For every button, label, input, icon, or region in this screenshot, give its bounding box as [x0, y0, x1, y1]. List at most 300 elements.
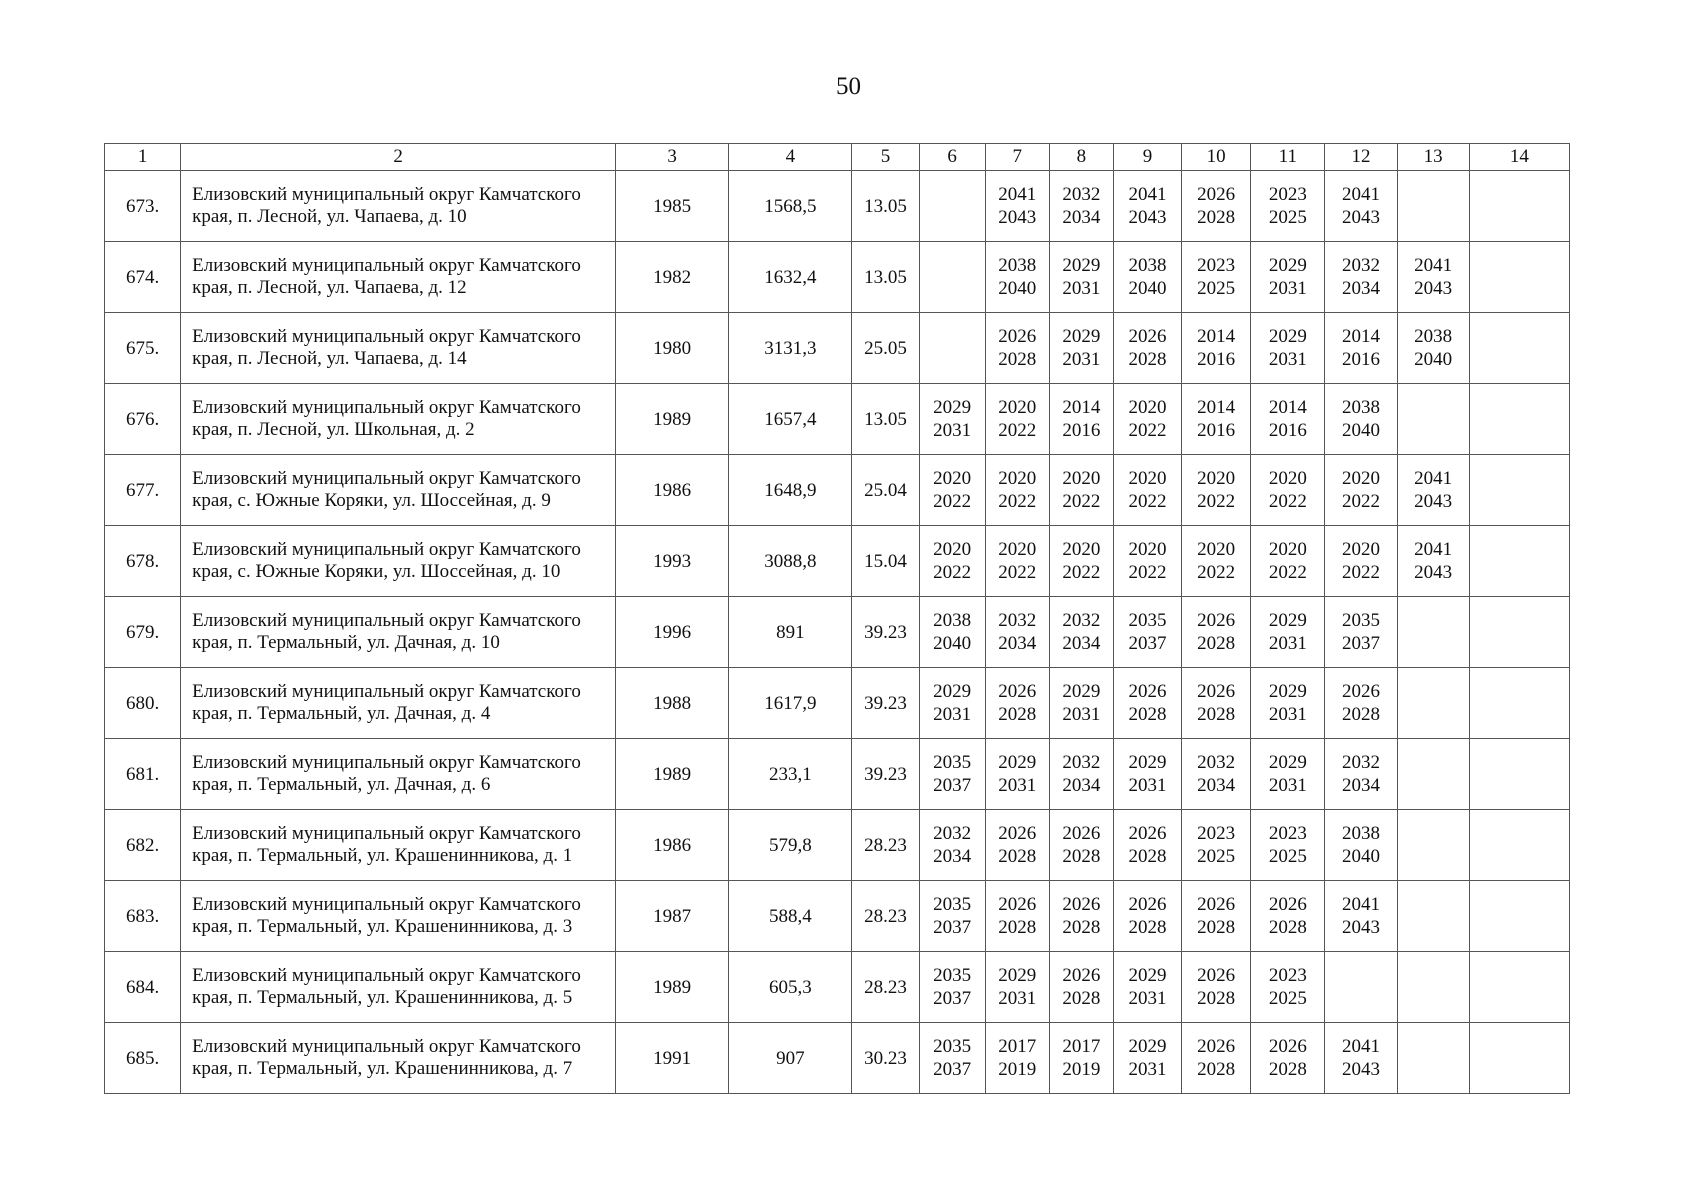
period-start-year: 2029	[1062, 680, 1101, 702]
period-end-year: 2031	[1128, 775, 1167, 796]
header-row	[105, 144, 1570, 171]
column-header-6: 6	[919, 144, 985, 171]
period-end-year: 2028	[998, 917, 1037, 938]
period-end-year: 2031	[1268, 704, 1307, 725]
period-start-year: 2038	[1341, 396, 1380, 418]
period-cell-col-11	[1251, 739, 1325, 810]
period-cell-col-14	[1469, 171, 1569, 242]
period-start-year: 2023	[1268, 822, 1307, 844]
period-cell-col-10	[1182, 1023, 1251, 1094]
period-cell-col-9	[1113, 668, 1181, 739]
period-start-year: 2023	[1197, 822, 1236, 844]
period-cell-col-7	[985, 739, 1049, 810]
construction-year-cell: 1993	[616, 526, 729, 597]
period-start-year: 2026	[1128, 893, 1167, 915]
period-start-year: 2026	[1062, 964, 1101, 986]
period-start-year: 2026	[1268, 893, 1307, 915]
period-cell-col-12	[1325, 313, 1397, 384]
period-cell-col-12	[1325, 668, 1397, 739]
period-start-year: 2026	[1128, 680, 1167, 702]
period-cell-col-13	[1397, 526, 1469, 597]
period-start-year: 2035	[933, 893, 972, 915]
table-header	[105, 144, 1570, 171]
construction-year-cell: 1986	[616, 810, 729, 881]
construction-year-cell: 1987	[616, 881, 729, 952]
period-cell-col-7	[985, 455, 1049, 526]
period-cell-col-11	[1251, 668, 1325, 739]
period-start-year: 2026	[1268, 1035, 1307, 1057]
area-cell: 3088,8	[729, 526, 852, 597]
address-cell: Елизовский муниципальный округ Камчатского края, п. Лесной, ул. Чапаева, д. 10	[181, 171, 616, 242]
period-start-year: 2020	[1341, 538, 1380, 560]
column-header-3: 3	[616, 144, 729, 171]
period-cell-col-13	[1397, 668, 1469, 739]
period-end-year: 2028	[998, 349, 1037, 370]
period-start-year: 2038	[1414, 325, 1453, 347]
period-end-year: 2034	[1062, 633, 1101, 654]
period-end-year: 2022	[1128, 420, 1167, 441]
row-number-cell: 682.	[105, 810, 181, 881]
period-end-year: 2034	[933, 846, 972, 867]
period-cell-col-10	[1182, 668, 1251, 739]
period-start-year: 2026	[1341, 680, 1380, 702]
period-end-year: 2028	[1062, 846, 1101, 867]
period-start-year: 2020	[1062, 538, 1101, 560]
period-end-year: 2025	[1268, 846, 1307, 867]
period-cell-col-12	[1325, 242, 1397, 313]
area-cell: 891	[729, 597, 852, 668]
period-start-year: 2026	[998, 893, 1037, 915]
period-cell-col-10	[1182, 171, 1251, 242]
period-end-year: 2040	[1341, 846, 1380, 867]
period-end-year: 2040	[998, 278, 1037, 299]
period-cell-col-8	[1049, 242, 1113, 313]
period-end-year: 2022	[1128, 491, 1167, 512]
period-end-year: 2022	[998, 420, 1037, 441]
period-start-year: 2020	[998, 396, 1037, 418]
period-end-year: 2028	[1128, 917, 1167, 938]
period-start-year: 2020	[1197, 538, 1236, 560]
period-end-year: 2028	[1197, 1059, 1236, 1080]
table-row	[105, 810, 1570, 881]
period-end-year: 2034	[1062, 207, 1101, 228]
period-start-year: 2029	[933, 396, 972, 418]
column-header-8: 8	[1049, 144, 1113, 171]
period-start-year: 2020	[1268, 538, 1307, 560]
period-cell-col-11	[1251, 242, 1325, 313]
period-cell-col-14	[1469, 668, 1569, 739]
period-cell-col-8	[1049, 668, 1113, 739]
period-cell-col-10	[1182, 810, 1251, 881]
construction-year-cell: 1982	[616, 242, 729, 313]
period-end-year: 2043	[1414, 491, 1453, 512]
period-cell-col-9	[1113, 597, 1181, 668]
period-start-year: 2038	[998, 254, 1037, 276]
period-cell-col-10	[1182, 952, 1251, 1023]
construction-year-cell: 1991	[616, 1023, 729, 1094]
period-end-year: 2043	[1414, 278, 1453, 299]
period-cell-col-11	[1251, 455, 1325, 526]
period-cell-col-11	[1251, 810, 1325, 881]
period-cell-col-13	[1397, 1023, 1469, 1094]
row-number-cell: 679.	[105, 597, 181, 668]
period-cell-col-6	[919, 242, 985, 313]
period-start-year: 2035	[933, 1035, 972, 1057]
period-cell-col-7	[985, 597, 1049, 668]
period-start-year: 2017	[1062, 1035, 1101, 1057]
period-start-year: 2014	[1341, 325, 1380, 347]
column-header-12: 12	[1325, 144, 1397, 171]
period-start-year: 2032	[1197, 751, 1236, 773]
period-end-year: 2022	[998, 562, 1037, 583]
period-cell-col-8	[1049, 526, 1113, 597]
period-end-year: 2022	[1128, 562, 1167, 583]
period-cell-col-7	[985, 1023, 1049, 1094]
period-cell-col-14	[1469, 313, 1569, 384]
row-number-cell: 673.	[105, 171, 181, 242]
period-cell-col-11	[1251, 313, 1325, 384]
period-cell-col-8	[1049, 455, 1113, 526]
period-start-year: 2014	[1197, 396, 1236, 418]
construction-year-cell: 1988	[616, 668, 729, 739]
period-start-year: 2029	[1128, 964, 1167, 986]
period-start-year: 2029	[1268, 254, 1307, 276]
code-cell: 15.04	[852, 526, 919, 597]
period-start-year: 2020	[1062, 467, 1101, 489]
period-end-year: 2037	[1341, 633, 1380, 654]
period-cell-col-10	[1182, 455, 1251, 526]
period-end-year: 2022	[1062, 491, 1101, 512]
period-end-year: 2040	[1414, 349, 1453, 370]
period-end-year: 2016	[1062, 420, 1101, 441]
period-start-year: 2038	[1341, 822, 1380, 844]
period-start-year: 2032	[998, 609, 1037, 631]
period-end-year: 2022	[933, 491, 972, 512]
period-cell-col-14	[1469, 384, 1569, 455]
period-start-year: 2026	[998, 325, 1037, 347]
period-end-year: 2031	[1268, 278, 1307, 299]
period-end-year: 2031	[1062, 278, 1101, 299]
period-start-year: 2020	[1197, 467, 1236, 489]
construction-year-cell: 1996	[616, 597, 729, 668]
period-end-year: 2028	[1197, 988, 1236, 1009]
period-end-year: 2028	[1128, 704, 1167, 725]
period-start-year: 2032	[1062, 609, 1101, 631]
construction-year-cell: 1986	[616, 455, 729, 526]
address-cell: Елизовский муниципальный округ Камчатского края, п. Лесной, ул. Чапаева, д. 12	[181, 242, 616, 313]
period-start-year: 2029	[998, 964, 1037, 986]
period-end-year: 2025	[1268, 207, 1307, 228]
period-start-year: 2032	[933, 822, 972, 844]
period-start-year: 2020	[1268, 467, 1307, 489]
period-start-year: 2026	[998, 680, 1037, 702]
period-end-year: 2025	[1197, 278, 1236, 299]
period-cell-col-10	[1182, 526, 1251, 597]
period-end-year: 2028	[1128, 349, 1167, 370]
period-start-year: 2026	[998, 822, 1037, 844]
period-end-year: 2022	[1197, 562, 1236, 583]
construction-year-cell: 1985	[616, 171, 729, 242]
period-start-year: 2029	[1268, 680, 1307, 702]
period-end-year: 2019	[1062, 1059, 1101, 1080]
column-header-9: 9	[1113, 144, 1181, 171]
period-cell-col-6	[919, 384, 985, 455]
period-end-year: 2031	[933, 420, 972, 441]
table-row	[105, 739, 1570, 810]
period-cell-col-10	[1182, 597, 1251, 668]
period-end-year: 2031	[1062, 349, 1101, 370]
period-start-year: 2020	[998, 538, 1037, 560]
period-start-year: 2020	[933, 467, 972, 489]
table-row	[105, 171, 1570, 242]
period-cell-col-14	[1469, 810, 1569, 881]
period-start-year: 2029	[1268, 609, 1307, 631]
period-cell-col-9	[1113, 455, 1181, 526]
row-number-cell: 680.	[105, 668, 181, 739]
period-cell-col-9	[1113, 384, 1181, 455]
table-row	[105, 668, 1570, 739]
column-header-10: 10	[1182, 144, 1251, 171]
period-start-year: 2032	[1341, 751, 1380, 773]
period-cell-col-11	[1251, 384, 1325, 455]
period-end-year: 2028	[1197, 917, 1236, 938]
period-cell-col-8	[1049, 739, 1113, 810]
period-end-year: 2022	[1268, 491, 1307, 512]
period-cell-col-14	[1469, 242, 1569, 313]
period-cell-col-6	[919, 952, 985, 1023]
period-end-year: 2016	[1197, 349, 1236, 370]
period-cell-col-11	[1251, 171, 1325, 242]
period-start-year: 2026	[1197, 183, 1236, 205]
code-cell: 25.05	[852, 313, 919, 384]
period-cell-col-11	[1251, 526, 1325, 597]
period-cell-col-8	[1049, 810, 1113, 881]
area-cell: 3131,3	[729, 313, 852, 384]
area-cell: 1568,5	[729, 171, 852, 242]
period-cell-col-14	[1469, 739, 1569, 810]
period-end-year: 2022	[1197, 491, 1236, 512]
period-cell-col-7	[985, 313, 1049, 384]
period-start-year: 2029	[1062, 325, 1101, 347]
period-cell-col-9	[1113, 526, 1181, 597]
period-cell-col-7	[985, 810, 1049, 881]
column-header-13: 13	[1397, 144, 1469, 171]
row-number-cell: 681.	[105, 739, 181, 810]
period-cell-col-8	[1049, 952, 1113, 1023]
period-end-year: 2043	[998, 207, 1037, 228]
period-cell-col-7	[985, 881, 1049, 952]
column-header-5: 5	[852, 144, 919, 171]
period-cell-col-6	[919, 526, 985, 597]
period-cell-col-7	[985, 668, 1049, 739]
period-end-year: 2043	[1341, 917, 1380, 938]
table-row	[105, 455, 1570, 526]
period-cell-col-9	[1113, 739, 1181, 810]
column-header-7: 7	[985, 144, 1049, 171]
period-start-year: 2041	[1128, 183, 1167, 205]
code-cell: 28.23	[852, 881, 919, 952]
period-start-year: 2014	[1062, 396, 1101, 418]
period-cell-col-12	[1325, 455, 1397, 526]
period-start-year: 2029	[1062, 254, 1101, 276]
period-start-year: 2041	[1341, 1035, 1380, 1057]
period-start-year: 2026	[1197, 893, 1236, 915]
period-start-year: 2029	[933, 680, 972, 702]
address-cell: Елизовский муниципальный округ Камчатского края, с. Южные Коряки, ул. Шоссейная, д. 10	[181, 526, 616, 597]
period-start-year: 2032	[1062, 751, 1101, 773]
period-cell-col-6	[919, 313, 985, 384]
period-end-year: 2031	[1062, 704, 1101, 725]
period-cell-col-13	[1397, 881, 1469, 952]
period-start-year: 2035	[933, 964, 972, 986]
period-cell-col-8	[1049, 597, 1113, 668]
period-end-year: 2031	[1268, 349, 1307, 370]
row-number-cell: 684.	[105, 952, 181, 1023]
period-start-year: 2020	[1341, 467, 1380, 489]
period-cell-col-12	[1325, 526, 1397, 597]
construction-year-cell: 1989	[616, 739, 729, 810]
address-cell: Елизовский муниципальный округ Камчатского края, п. Термальный, ул. Дачная, д. 10	[181, 597, 616, 668]
period-end-year: 2028	[1062, 917, 1101, 938]
period-cell-col-7	[985, 952, 1049, 1023]
period-end-year: 2031	[1268, 633, 1307, 654]
period-cell-col-14	[1469, 455, 1569, 526]
area-cell: 1657,4	[729, 384, 852, 455]
area-cell: 233,1	[729, 739, 852, 810]
code-cell: 28.23	[852, 952, 919, 1023]
period-cell-col-12	[1325, 881, 1397, 952]
area-cell: 588,4	[729, 881, 852, 952]
period-start-year: 2014	[1197, 325, 1236, 347]
code-cell: 13.05	[852, 242, 919, 313]
period-start-year: 2026	[1128, 325, 1167, 347]
code-cell: 13.05	[852, 384, 919, 455]
period-cell-col-9	[1113, 242, 1181, 313]
period-end-year: 2016	[1341, 349, 1380, 370]
period-start-year: 2038	[933, 609, 972, 631]
code-cell: 25.04	[852, 455, 919, 526]
period-cell-col-13	[1397, 242, 1469, 313]
table-row	[105, 952, 1570, 1023]
period-cell-col-6	[919, 455, 985, 526]
period-start-year: 2035	[933, 751, 972, 773]
period-cell-col-13	[1397, 597, 1469, 668]
period-start-year: 2029	[1128, 751, 1167, 773]
area-cell: 1617,9	[729, 668, 852, 739]
period-cell-col-9	[1113, 810, 1181, 881]
period-cell-col-11	[1251, 1023, 1325, 1094]
period-cell-col-13	[1397, 313, 1469, 384]
period-end-year: 2034	[998, 633, 1037, 654]
construction-year-cell: 1989	[616, 952, 729, 1023]
period-end-year: 2043	[1414, 562, 1453, 583]
period-start-year: 2035	[1128, 609, 1167, 631]
period-start-year: 2017	[998, 1035, 1037, 1057]
period-end-year: 2034	[1197, 775, 1236, 796]
period-end-year: 2037	[1128, 633, 1167, 654]
period-end-year: 2031	[1128, 1059, 1167, 1080]
period-end-year: 2037	[933, 1059, 972, 1080]
table-row	[105, 881, 1570, 952]
column-header-14: 14	[1469, 144, 1569, 171]
period-start-year: 2032	[1341, 254, 1380, 276]
period-cell-col-10	[1182, 384, 1251, 455]
area-cell: 1648,9	[729, 455, 852, 526]
period-end-year: 2043	[1128, 207, 1167, 228]
period-cell-col-9	[1113, 1023, 1181, 1094]
period-cell-col-12	[1325, 597, 1397, 668]
period-end-year: 2034	[1341, 775, 1380, 796]
period-cell-col-10	[1182, 881, 1251, 952]
period-end-year: 2028	[998, 846, 1037, 867]
period-end-year: 2034	[1341, 278, 1380, 299]
period-cell-col-13	[1397, 171, 1469, 242]
period-end-year: 2028	[1268, 917, 1307, 938]
period-cell-col-14	[1469, 526, 1569, 597]
period-cell-col-8	[1049, 384, 1113, 455]
period-cell-col-12	[1325, 810, 1397, 881]
period-end-year: 2022	[1062, 562, 1101, 583]
column-header-11: 11	[1251, 144, 1325, 171]
period-end-year: 2028	[1062, 988, 1101, 1009]
period-cell-col-9	[1113, 171, 1181, 242]
period-cell-col-11	[1251, 952, 1325, 1023]
row-number-cell: 683.	[105, 881, 181, 952]
period-cell-col-12	[1325, 1023, 1397, 1094]
code-cell: 39.23	[852, 597, 919, 668]
period-start-year: 2026	[1062, 893, 1101, 915]
column-header-4: 4	[729, 144, 852, 171]
period-cell-col-9	[1113, 952, 1181, 1023]
period-end-year: 2028	[1197, 207, 1236, 228]
period-start-year: 2020	[933, 538, 972, 560]
code-cell: 30.23	[852, 1023, 919, 1094]
period-end-year: 2025	[1197, 846, 1236, 867]
period-end-year: 2025	[1268, 988, 1307, 1009]
period-start-year: 2026	[1197, 964, 1236, 986]
period-cell-col-10	[1182, 739, 1251, 810]
period-start-year: 2038	[1128, 254, 1167, 276]
period-start-year: 2023	[1268, 183, 1307, 205]
period-cell-col-11	[1251, 597, 1325, 668]
period-cell-col-6	[919, 1023, 985, 1094]
period-cell-col-8	[1049, 1023, 1113, 1094]
area-cell: 907	[729, 1023, 852, 1094]
period-end-year: 2028	[1128, 846, 1167, 867]
period-cell-col-6	[919, 881, 985, 952]
period-start-year: 2041	[1341, 893, 1380, 915]
period-cell-col-11	[1251, 881, 1325, 952]
period-start-year: 2023	[1197, 254, 1236, 276]
period-end-year: 2043	[1341, 1059, 1380, 1080]
period-start-year: 2041	[1341, 183, 1380, 205]
period-end-year: 2028	[1197, 633, 1236, 654]
table-row	[105, 526, 1570, 597]
period-cell-col-10	[1182, 242, 1251, 313]
period-end-year: 2028	[1197, 704, 1236, 725]
period-cell-col-8	[1049, 881, 1113, 952]
period-cell-col-6	[919, 668, 985, 739]
period-end-year: 2043	[1341, 207, 1380, 228]
area-cell: 605,3	[729, 952, 852, 1023]
period-cell-col-6	[919, 810, 985, 881]
code-cell: 39.23	[852, 739, 919, 810]
period-start-year: 2041	[998, 183, 1037, 205]
table-row	[105, 384, 1570, 455]
period-cell-col-12	[1325, 952, 1397, 1023]
period-cell-col-13	[1397, 455, 1469, 526]
period-end-year: 2040	[1341, 420, 1380, 441]
